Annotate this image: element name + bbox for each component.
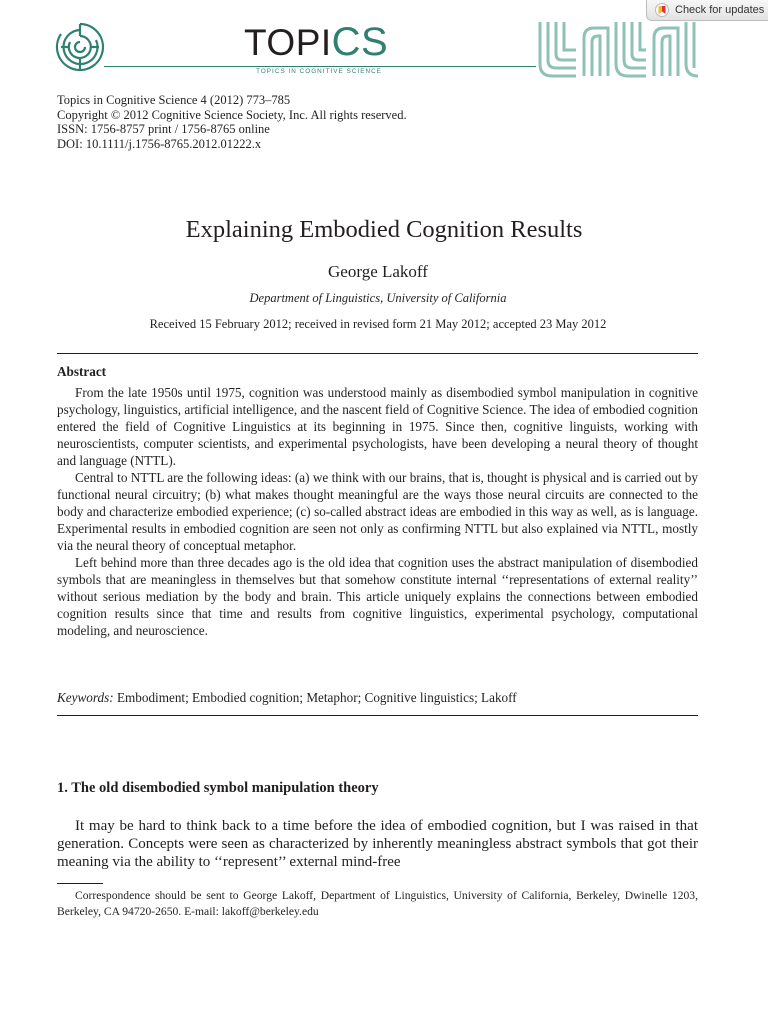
keywords-label: Keywords: xyxy=(57,690,114,705)
copyright-line: Copyright © 2012 Cognitive Science Society, Inc. All rights reserved. xyxy=(57,107,407,122)
journal-subtitle: TOPICS IN COGNITIVE SCIENCE xyxy=(256,68,382,75)
author-name: George Lakoff xyxy=(328,262,428,281)
doi-line: DOI: 10.1111/j.1756-8765.2012.01222.x xyxy=(57,136,262,151)
journal-logo-accent: CS xyxy=(331,20,389,64)
abstract-paragraph: From the late 1950s until 1975, cognition was understood mainly as disembodied symbol manipulation in cognitive psychology, linguistics, artificial intelligence, and the nascent field of Cognitive Science. The idea of embodied cognition entered the field of Cognitive Linguistics at its beginning in 1975. Since then, cognitive linguists, working with neuroscientists, computer scientists, and experimental psychologists, have been developing a neural theory of thought and language (NTTL). xyxy=(57,385,698,468)
check-for-updates-button[interactable] xyxy=(646,0,768,21)
header-rule xyxy=(104,66,536,67)
keywords-list: Embodiment; Embodied cognition; Metaphor; Cognitive linguistics; Lakoff xyxy=(113,690,517,705)
abstract-paragraph: Central to NTTL are the following ideas: (a) we think with our brains, that is, thought is physical and is carried out by functional neural circuitry; (b) what makes thought meaningful are the ways those neural circuits are connected to the body and characterize embodied experience; (c) so-called abstract ideas are embodied in this way as well, as is language. Experimental results in embodied cognition are seen not only as confirming NTTL but also explained via NTTL, mostly via the neural theory of conceptual metaphor. xyxy=(57,470,698,553)
abstract-paragraph: Left behind more than three decades ago is the old idea that cognition uses the abstract manipulation of disembodied symbols that are meaningless in themselves but that somehow constitute internal ‘‘representations of external reality’’ without serious mediation by the body and brain. This article uniquely explains the connections between embodied cognition results since that time and results from cognitive linguistics, experimental psychology, computational modeling, and neuroscience. xyxy=(57,555,698,638)
keywords xyxy=(57,689,698,706)
journal-logo-main: TOPI xyxy=(244,22,332,63)
abstract-heading: Abstract xyxy=(57,364,107,379)
publication-meta xyxy=(57,93,407,151)
crossmark-icon xyxy=(655,3,669,17)
journal-logo xyxy=(244,22,388,63)
decorative-pattern-icon xyxy=(536,20,701,80)
citation-line: Topics in Cognitive Science 4 (2012) 773–785 xyxy=(57,93,291,107)
footnote xyxy=(57,888,698,920)
abstract-body xyxy=(57,384,698,639)
article-title: Explaining Embodied Cognition Results xyxy=(185,216,583,243)
section-body xyxy=(57,817,698,871)
body-paragraph: It may be hard to think back to a time before the idea of embodied cognition, but I was raised in that generation. Concepts were seen as characterized by inherently meaningless abstract symbols that got their meaning via the ability to ‘‘represent’’ external mind-free xyxy=(57,818,698,870)
author-affiliation: Department of Linguistics, University of California xyxy=(249,291,507,305)
maze-logo-icon xyxy=(55,20,105,75)
correspondence-footnote: Correspondence should be sent to George Lakoff, Department of Linguistics, University of California, Berkeley, Dwinelle 1203, Berkeley, CA 94720-2650. E-mail: lakoff@berkeley.edu xyxy=(57,889,698,918)
issn-line: ISSN: 1756-8757 print / 1756-8765 online xyxy=(57,122,270,137)
footnote-rule xyxy=(57,883,103,884)
check-for-updates-label: Check for updates xyxy=(675,4,765,16)
received-dates: Received 15 February 2012; received in revised form 21 May 2012; accepted 23 May 2012 xyxy=(149,317,607,331)
abstract-bottom-rule xyxy=(57,715,698,716)
abstract-top-rule xyxy=(57,353,698,354)
section-heading: 1. The old disembodied symbol manipulation theory xyxy=(57,780,379,796)
